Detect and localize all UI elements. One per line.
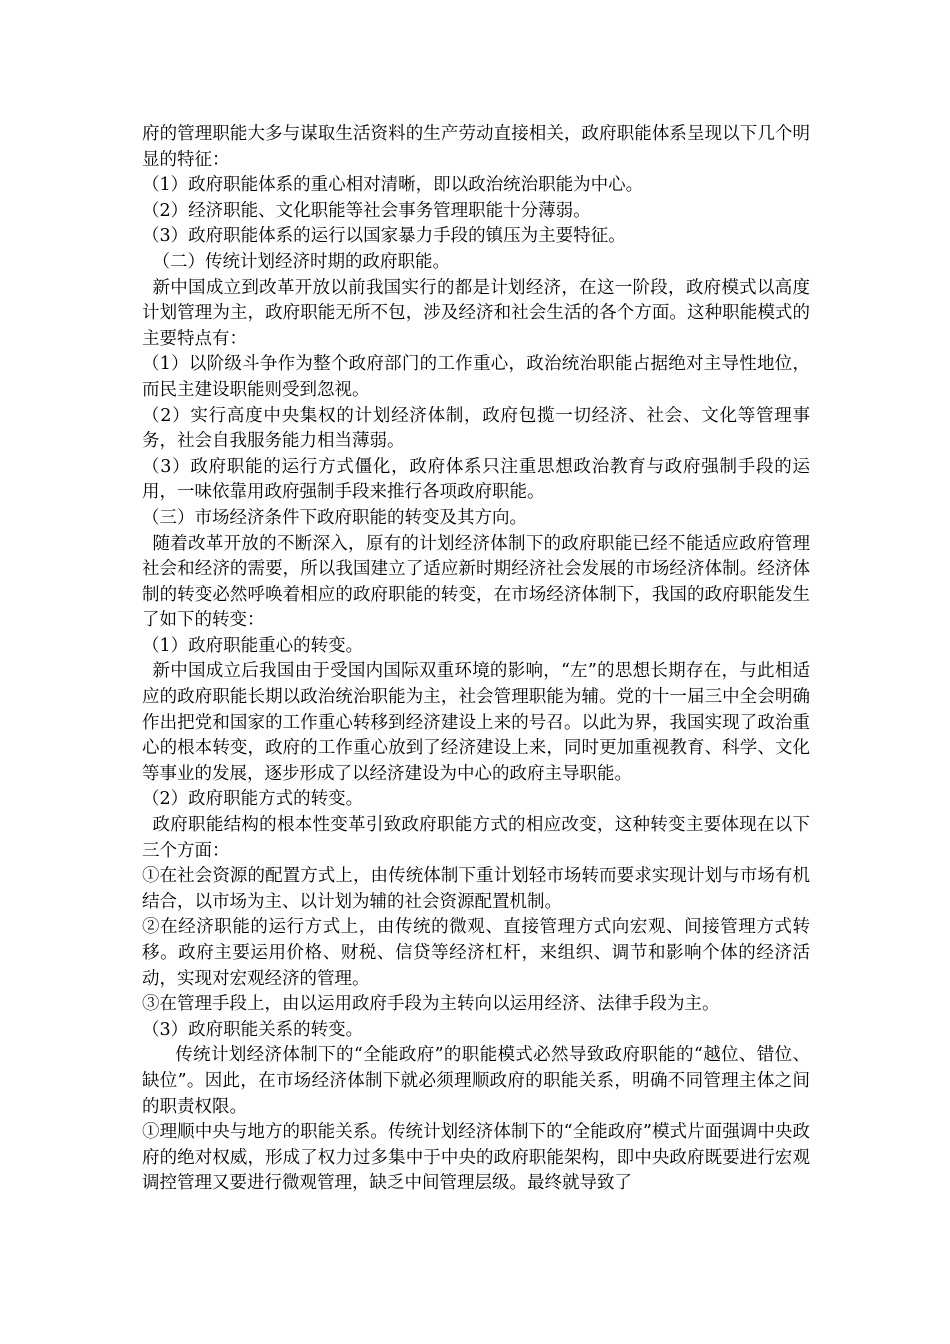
- body-paragraph: 新中国成立到改革开放以前我国实行的都是计划经济，在这一阶段，政府模式以高度计划管理为主，政府职能无所不包，涉及经济和社会生活的各个方面。这种职能模式的主要特点有：: [142, 277, 810, 349]
- document-page: [142, 122, 810, 1197]
- section-heading: （二）传统计划经济时期的政府职能。: [152, 251, 450, 272]
- list-item: （2）经济职能、文化职能等社会事务管理职能十分薄弱。: [142, 200, 591, 221]
- subsection-heading: （1）政府职能重心的转变。: [142, 635, 364, 656]
- list-item: （1）以阶级斗争作为整个政府部门的工作重心，政治统治职能占据绝对主导性地位，而民主建设职能则受到忽视。: [142, 354, 810, 400]
- subsection-heading: （2）政府职能方式的转变。: [142, 789, 364, 810]
- body-paragraph: 随着改革开放的不断深入，原有的计划经济体制下的政府职能已经不能适应政府管理社会和经济的需要，所以我国建立了适应新时期经济社会发展的市场经济体制。经济体制的转变必然呼唤着相应的政府职能的转变，在市场经济体制下，我国的政府职能发生了如下的转变：: [142, 533, 810, 631]
- subsection-heading: （3）政府职能关系的转变。: [142, 1019, 364, 1040]
- list-item: ②在经济职能的运行方式上，由传统的微观、直接管理方式向宏观、间接管理方式转移。政府主要运用价格、财税、信贷等经济杠杆，来组织、调节和影响个体的经济活动，实现对宏观经济的管理。: [142, 917, 810, 989]
- list-item: ①理顺中央与地方的职能关系。传统计划经济体制下的“全能政府”模式片面强调中央政府的绝对权威，形成了权力过多集中于中央的政府职能架构，即中央政府既要进行宏观调控管理又要进行微观管理，缺乏中间管理层级。最终就导致了: [142, 1122, 810, 1194]
- list-item: ①在社会资源的配置方式上，由传统体制下重计划轻市场转而要求实现计划与市场有机结合，以市场为主、以计划为辅的社会资源配置机制。: [142, 866, 810, 912]
- body-paragraph: 传统计划经济体制下的“全能政府”的职能模式必然导致政府职能的“越位、错位、缺位”。因此，在市场经济体制下就必须理顺政府的职能关系，明确不同管理主体之间的职责权限。: [142, 1045, 810, 1117]
- list-item: ③在管理手段上，由以运用政府手段为主转向以运用经济、法律手段为主。: [142, 994, 720, 1015]
- paragraph-continuation: 府的管理职能大多与谋取生活资料的生产劳动直接相关，政府职能体系呈现以下几个明显的特征：: [142, 124, 810, 170]
- list-item: （3）政府职能体系的运行以国家暴力手段的镇压为主要特征。: [142, 226, 626, 247]
- list-item: （1）政府职能体系的重心相对清晰，即以政治统治职能为中心。: [142, 175, 644, 196]
- list-item: （2）实行高度中央集权的计划经济体制，政府包揽一切经济、社会、文化等管理事务，社会自我服务能力相当薄弱。: [142, 405, 810, 452]
- list-item: （3）政府职能的运行方式僵化，政府体系只注重思想政治教育与政府强制手段的运用，一味依靠用政府强制手段来推行各项政府职能。: [142, 456, 810, 503]
- body-paragraph: 政府职能结构的根本性变革引致政府职能方式的相应改变，这种转变主要体现在以下三个方面：: [142, 815, 810, 861]
- section-heading: （三）市场经济条件下政府职能的转变及其方向。: [142, 507, 527, 528]
- body-paragraph: 新中国成立后我国由于受国内国际双重环境的影响，“左”的思想长期存在，与此相适应的政府职能长期以政治统治职能为主，社会管理职能为辅。党的十一届三中全会明确作出把党和国家的工作重心转移到经济建设上来的号召。以此为界，我国实现了政治重心的根本转变，政府的工作重心放到了经济建设上来，同时更加重视教育、科学、文化等事业的发展，逐步形成了以经济建设为中心的政府主导职能。: [142, 661, 810, 784]
